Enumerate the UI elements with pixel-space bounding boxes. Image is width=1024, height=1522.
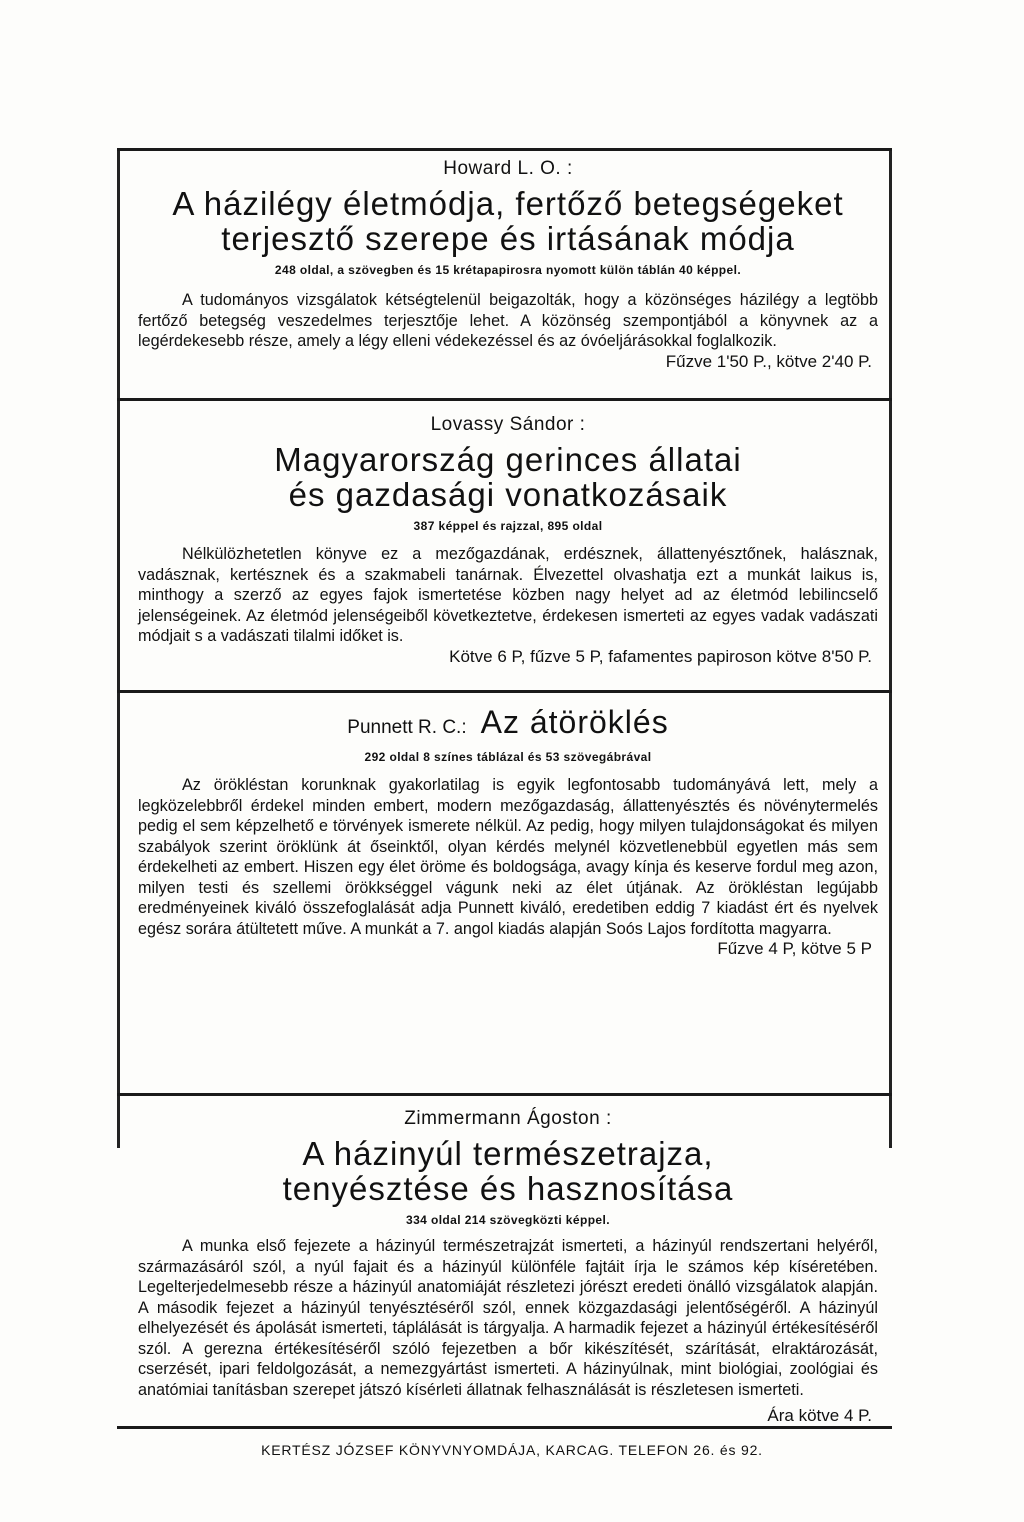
book-entry-lovassy <box>138 414 878 667</box>
book-price: Ára kötve 4 P. <box>767 1406 872 1425</box>
book-meta: 387 képpel és rajzzal, 895 oldal <box>413 519 603 533</box>
frame-left-border <box>117 148 120 1148</box>
book-title-line-1: Magyarország gerinces állatai <box>274 441 742 478</box>
book-author: Lovassy Sándor : <box>430 414 586 435</box>
book-description: Az örökléstan korunknak gyakorlatilag is egyik legfontosabb tudományává lett, mely a legközelebbről érdekel minden embert, modern mezőgazdaság, állattenyésztés és növénytermelés pedig el sem képzelhető e törvények ismerete nélkül. Az pedig, hogy milyen tulajdonságokat és milyen szabályok szerint öröklünk át őseinktől, olyan kérdés melynél közvetlenebbül egyetlen más sem érdekelheti az embert. Hiszen egy élet öröme és boldogsága, avagy kínja és keserve fordul meg azon, milyen testi és szellemi örökkséggel vágunk neki az élet útjának. Az örökléstan legújabb eredményeinek kiváló összefoglalását adja Punnett kiváló, eredetiben eddig 7 kiadást ért és nyelvek egész sorára átültetett műve. A munkát a 7. angol kiadás alapján Soós Lajos fordította magyarra. <box>138 776 878 938</box>
book-title-line-1: A házilégy életmódja, fertőző betegségeket <box>172 185 844 222</box>
book-meta: 334 oldal 214 szövegközti képpel. <box>406 1213 610 1227</box>
book-description: Nélkülözhetetlen könyve ez a mezőgazdának, erdésznek, állattenyésztőnek, halásznak, vadásznak, kertésznek és a szakmabeli tanárnak. Élvezettel olvashatja ezt a munkát laikus is, minthogy a szerző az egyes fajok ismertetése közben nagy helyet ad az életmód lebilincselő jelenségeinek. Az életmód jelenségeiből következtetve, érdekesen ismerteti az egyes vadak vadászati módjait s a vadászati tilalmi időket is. <box>138 545 878 645</box>
book-author: Zimmermann Ágoston : <box>404 1108 612 1129</box>
bottom-rule <box>117 1426 892 1429</box>
book-entry-punnett <box>138 704 878 959</box>
book-title-line-2: tenyésztése és hasznosítása <box>282 1170 734 1207</box>
book-price: Kötve 6 P, fűzve 5 P, fafamentes papiroson kötve 8'50 P. <box>449 646 872 666</box>
book-description: A munka első fejezete a házinyúl természetrajzát ismerteti, a házinyúl rendszertani helyéről, származásáról szól, a nyúl fajait és a házinyúl különféle fajtáit írja le számos kép kíséretében. Legelterjedelmesebb része a házinyúl anatomiáját részletezi jórészt eredeti önálló vizsgálatok alapján. A második fejezet a házinyúl tenyésztéséről szól, ennek közgazdasági jelentőségéről. A házinyúl elhelyezését és ápolását ismerteti, táplálását is tárgyalja. A harmadik fejezet a házinyúl értékesítéséről szól. A gerezna értékesítéséről szóló fejezetben a bőr kikészítését, szárítását, elraktározását, cserzését, ipari feldolgozását, a nemezgyártást ismerteti. A házinyúlnak, mint biológiai, zoológiai és anatómiai tanításban szerepet játszó kísérleti állatnak felhasználását is részletesen ismerteti. <box>138 1237 878 1399</box>
printer-footer: KERTÉSZ JÓZSEF KÖNYVNYOMDÁJA, KARCAG. TELEFON 26. és 92. <box>261 1442 763 1458</box>
book-author: Punnett R. C.: <box>347 717 467 738</box>
section-divider <box>117 398 892 401</box>
section-divider <box>117 690 892 693</box>
section-divider <box>117 1093 892 1096</box>
book-title-line-2: és gazdasági vonatkozásaik <box>288 476 728 513</box>
top-rule <box>117 148 892 151</box>
book-title: Az átöröklés <box>480 704 669 740</box>
book-title-line-2: terjesztő szerepe és irtásának módja <box>221 220 795 257</box>
book-meta: 292 oldal 8 színes táblázal és 53 szövegábrával <box>364 750 652 764</box>
book-title-line-1: A házinyúl természetrajza, <box>302 1135 714 1172</box>
book-author: Howard L. O. : <box>443 158 573 179</box>
book-meta: 248 oldal, a szövegben és 15 krétapapirosra nyomott külön táblán 40 képpel. <box>274 263 742 277</box>
frame-right-border <box>889 148 892 1148</box>
book-price: Fűzve 4 P, kötve 5 P <box>717 939 872 958</box>
book-entry-howard <box>138 158 878 372</box>
book-price: Fűzve 1'50 P., kötve 2'40 P. <box>665 351 872 371</box>
book-description: A tudományos vizsgálatok kétségtelenül beigazolták, hogy a közönséges házilégy a legtöbb fertőző betegség veszedelmes terjesztője lehet. A közönség szempontjából a könyvnek az a legérdekesebb része, amely a légy elleni védekezéssel és az óvóeljárásokkal foglalkozik. <box>138 291 878 350</box>
book-entry-zimmermann <box>138 1108 878 1426</box>
book-heading <box>138 704 878 747</box>
